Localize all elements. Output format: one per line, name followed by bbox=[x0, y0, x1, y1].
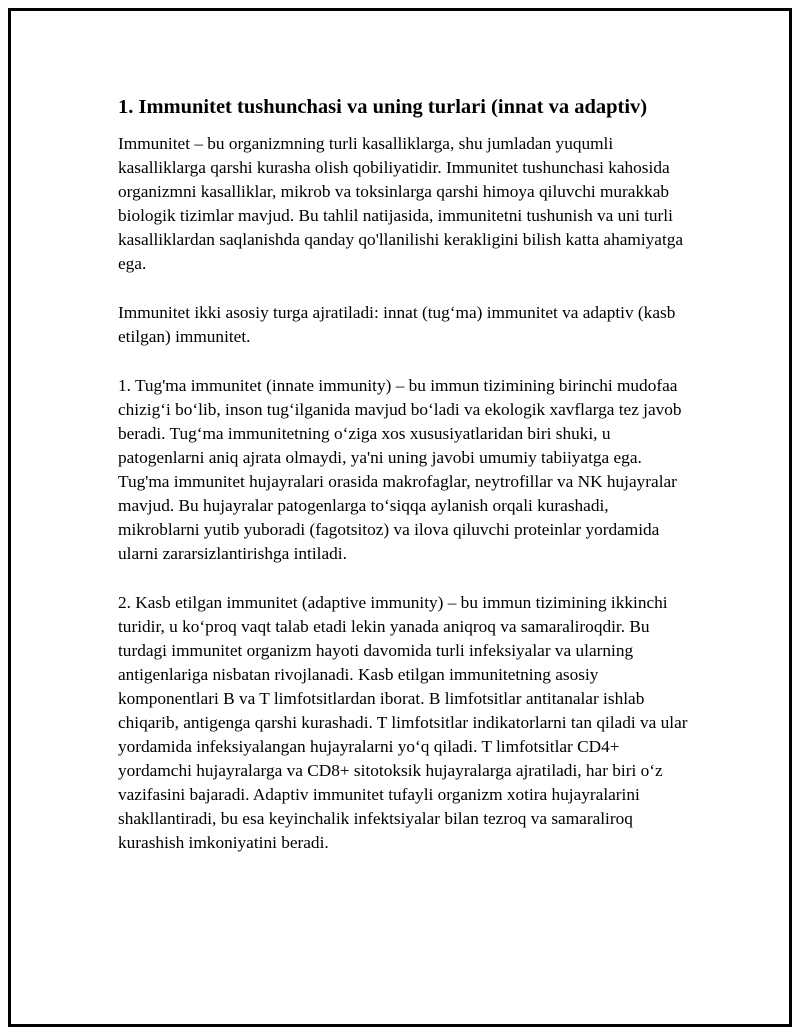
paragraph-adaptive-immunity: 2. Kasb etilgan immunitet (adaptive immunity) – bu immun tizimining ikkinchi turidir, u ko‘proq vaqt talab etadi lekin yanada aniqroq va samaraliroqdir. Bu turdagi immunitet organizm hayoti davomida turli infeksiyalar va ularning antigenlariga nisbatan rivojlanadi. Kasb etilgan immunitetning asosiy komponentlari B va T limfotsitlardan iborat. B limfotsitlar antitanalar ishlab chiqarib, antigenga qarshi kurashadi. T limfotsitlar indikatorlarni tan qiladi va ular yordamida infeksiyalangan hujayralarni yo‘q qiladi. T limfotsitlar CD4+ yordamchi hujayralarga va CD8+ sitotoksik hujayralarga ajratiladi, har biri o‘z vazifasini bajaradi. Adaptiv immunitet tufayli organizm xotira hujayralarini shakllantiradi, bu esa keyinchalik infektsiyalar bilan tezroq va samaraliroq kurashish imkoniyatini beradi. bbox=[118, 593, 688, 852]
document-body bbox=[118, 94, 693, 880]
section-heading: 1. Immunitet tushunchasi va uning turlari (innat va adaptiv) bbox=[118, 96, 648, 118]
paragraph-definition: Immunitet – bu organizmning turli kasalliklarga, shu jumladan yuqumli kasalliklarga qarshi kurasha olish qobiliyatidir. Immunitet tushunchasi kahosida organizmni kasalliklar, mikrob va toksinlarga qarshi himoya qiluvchi murakkab biologik tizimlar mavjud. Bu tahlil natijasida, immunitetni tushunish va uni turli kasalliklardan saqlanishda qanday qo'llanilishi kerakligini bilish katta ahamiyatga ega. bbox=[118, 134, 684, 273]
paragraph-types: Immunitet ikki asosiy turga ajratiladi: innat (tug‘ma) immunitet va adaptiv (kasb etilgan) immunitet. bbox=[118, 303, 676, 346]
paragraph-innate-immunity: 1. Tug'ma immunitet (innate immunity) – bu immun tizimining birinchi mudofaa chizig‘i bo‘lib, inson tug‘ilganida mavjud bo‘ladi va ekologik xavflarga tez javob beradi. Tug‘ma immunitetning o‘ziga xos xususiyatlaridan biri shuki, u patogenlarni aniq ajrata olmaydi, ya'ni uning javobi umumiy tabiiyatga ega. Tug'ma immunitet hujayralari orasida makrofaglar, neytrofillar va NK hujayralar mavjud. Bu hujayralar patogenlarga to‘siqqa aylanish orqali kurashadi, mikroblarni yutib yuboradi (fagotsitoz) va ilova qiluvchi proteinlar yordamida ularni zararsizlantirishga intiladi. bbox=[118, 376, 682, 563]
